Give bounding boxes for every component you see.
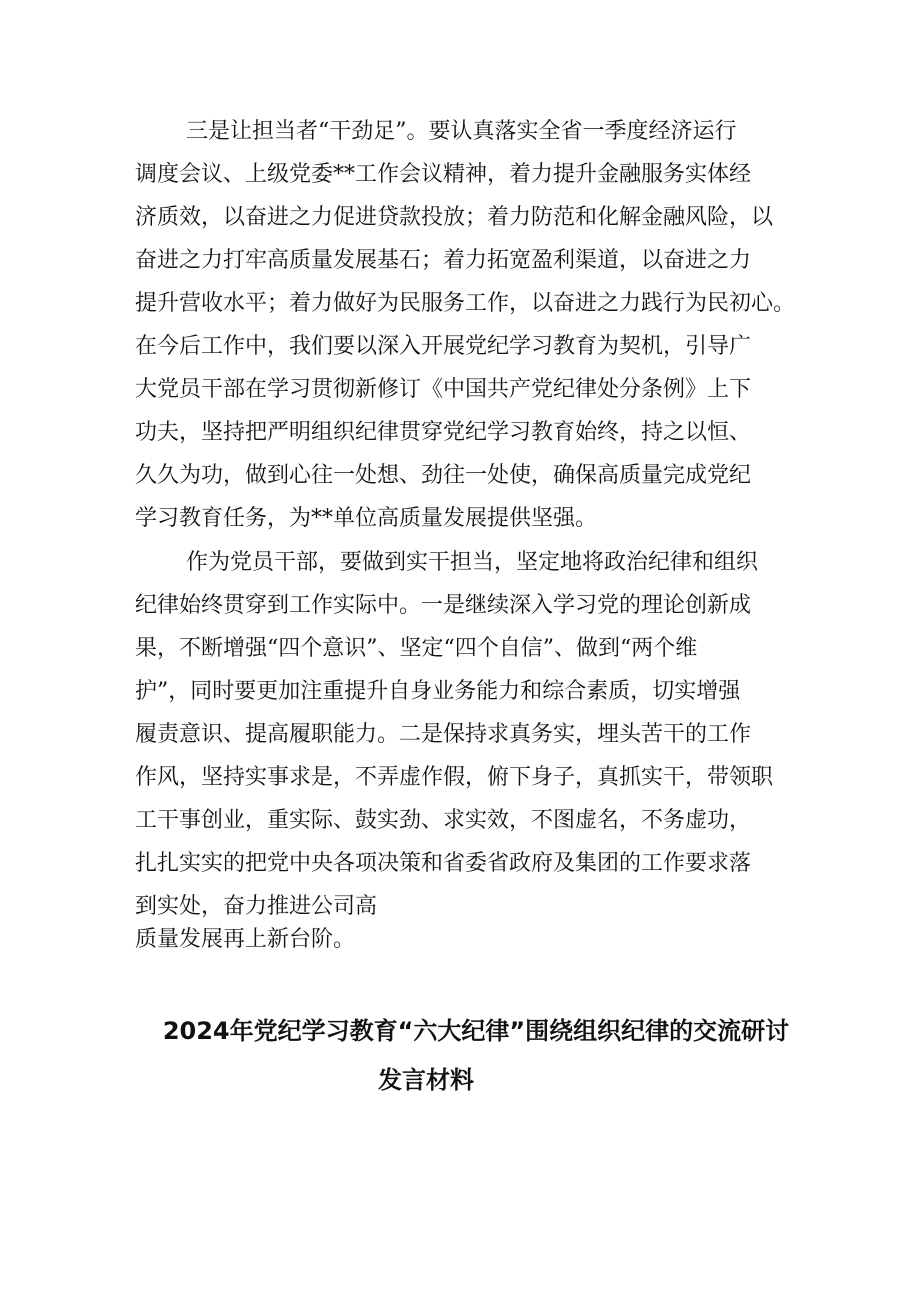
paragraph-2-line: 质量发展再上新台阶。: [135, 927, 356, 952]
paragraph-1-line: 提升营收水平；着力做好为民服务工作，以奋进之力践行为民初心。: [135, 291, 796, 316]
paragraph-2-line: 履责意识、提高履职能力。二是保持求真务实，埋头苦干的工作: [135, 722, 752, 747]
paragraph-2-line: 作风，坚持实事求是，不弄虚作假，俯下身子，真抓实干，带领职: [135, 765, 774, 790]
paragraph-2-line: 作为党员干部，要做到实干担当，坚定地将政治纪律和组织: [186, 550, 759, 575]
paragraph-2-line: 工干事创业，重实际、鼓实劲、求实效，不图虚名，不务虚功，: [135, 808, 752, 833]
document-heading-line-2: 发言材料: [378, 1066, 474, 1094]
paragraph-1-line: 在今后工作中，我们要以深入开展党纪学习教育为契机，引导广: [135, 334, 752, 359]
paragraph-1-line: 功夫，坚持把严明组织纪律贯穿党纪学习教育始终，持之以恒、: [135, 420, 752, 445]
paragraph-1-line: 济质效，以奋进之力促进贷款投放；着力防范和化解金融风险，以: [135, 205, 774, 230]
paragraph-1-line: 学习教育任务，为**单位高质量发展提供坚强。: [135, 506, 598, 531]
paragraph-2-line: 扎扎实实的把党中央各项决策和省委省政府及集团的工作要求落: [135, 851, 752, 876]
paragraph-2-line: 纪律始终贯穿到工作实际中。一是继续深入学习党的理论创新成: [135, 593, 752, 618]
paragraph-1-line: 奋进之力打牢高质量发展基石；着力拓宽盈利渠道，以奋进之力: [135, 248, 752, 273]
paragraph-1-line: 调度会议、上级党委**工作会议精神，着力提升金融服务实体经: [135, 162, 752, 187]
paragraph-2-line: 到实处，奋力推进公司高: [135, 894, 378, 919]
paragraph-1-line: 大党员干部在学习贯彻新修订《中国共产党纪律处分条例》上下: [135, 377, 752, 402]
paragraph-2-line: 果，不断增强“四个意识”、坚定“四个自信”、做到“两个维: [135, 636, 698, 661]
paragraph-2-line: 护”，同时要更加注重提升自身业务能力和综合素质，切实增强: [135, 679, 741, 704]
paragraph-1-line: 久久为功，做到心往一处想、劲往一处使，确保高质量完成党纪: [135, 463, 752, 488]
paragraph-1-line: 三是让担当者“干劲足”。要认真落实全省一季度经济运行: [186, 119, 737, 144]
document-heading-line-1: 2024年党纪学习教育“六大纪律”围绕组织纪律的交流研讨: [162, 1017, 790, 1045]
